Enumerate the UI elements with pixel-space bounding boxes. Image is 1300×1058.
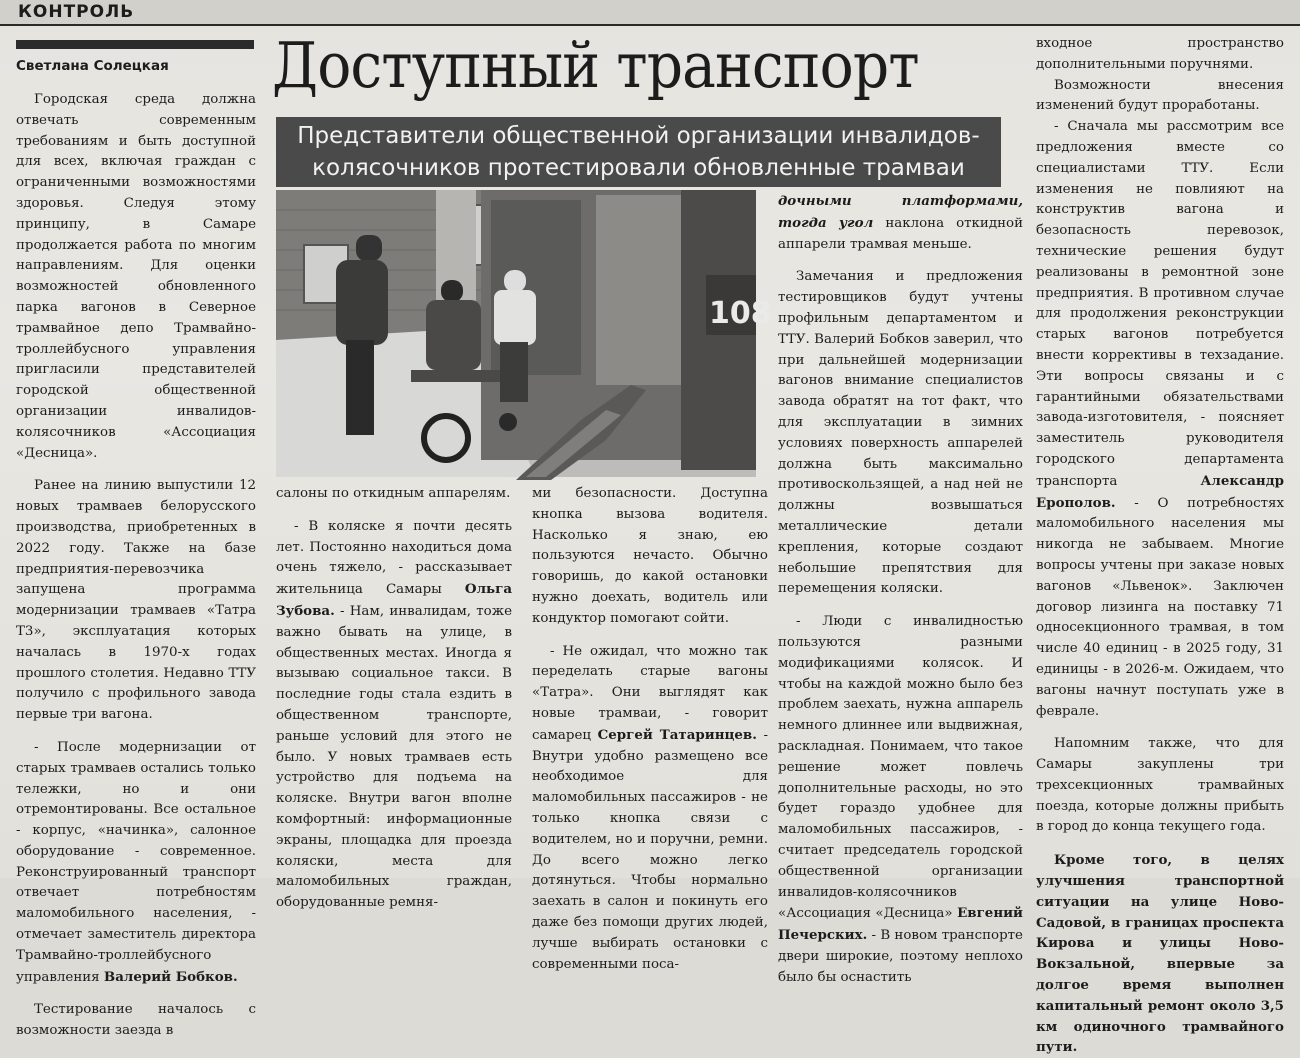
speaker-name: Ольга Зубова. [276, 581, 512, 619]
paragraph [1036, 117, 1284, 722]
paragraph [16, 738, 256, 989]
paragraph: салоны по откидным аппарелям. [276, 486, 511, 501]
text-column-4 [778, 191, 1023, 988]
section-rubric: КОНТРОЛЬ [18, 2, 135, 22]
article-subheadline [276, 117, 1001, 187]
paragraph [778, 612, 1023, 988]
paragraph-text: - В коляске я почти десять лет. Постоянно находиться дома очень тяжело, - рассказывает жительница Самары [276, 518, 512, 598]
paragraph: входное пространство дополнительными поручнями. [1036, 36, 1284, 72]
speaker-name: Сергей Татаринцев. [597, 726, 757, 743]
text-column-2 [276, 484, 512, 914]
paragraph-text: - О потребностях маломобильного населения мы никогда не забываем. Многие вопросы учтены при заказе новых вагонов «Львенок». Заключен договор лизинга на поставку 71 односекционного трамвая, в том числе 40 единиц - в 2025 году, 31 единицы - в 2026-м. Ожидаем, что вагоны начнут поступать уже в феврале. [1036, 495, 1284, 719]
tram-number: 108 [709, 296, 772, 331]
text-column-3 [532, 484, 768, 975]
section-header-bar [0, 0, 1300, 26]
paragraph: Напомним также, что для Самары закуплены три трехсекционных трамвайных поезда, которые должны прибыть в город до конца текущего года. [1036, 736, 1284, 835]
paragraph [532, 642, 768, 976]
paragraph-text: - Не ожидал, что можно так переделать старые вагоны «Татра». Они выглядят как новые трамваи, - говорит самарец [532, 643, 768, 743]
subheadline-line-2: колясочников протестировали обновленные трамваи [312, 155, 965, 181]
article-photo [276, 190, 772, 477]
text-column-5 [1036, 34, 1284, 1058]
paragraph: Ранее на линию выпустили 12 новых трамваев белорусского производства, приобретенных в 2022 году. Также на базе предприятия-перевозчика запущена программа модернизации трамваев «Татра Т3», эксплуатация которых началась в 1970-х годах прошлого столетия. Недавно ТТУ получило с профильного завода первые три вагона. [16, 478, 256, 723]
article-headline: Доступный транспорт [272, 29, 919, 102]
speaker-name: Валерий Бобков. [103, 968, 238, 985]
paragraph [276, 517, 512, 914]
tram-accessibility-photo [276, 190, 772, 477]
text-column-1 [16, 90, 256, 1042]
paragraph-text: - Люди с инвалидностью пользуются разными модификациями колясок. И чтобы на каждой можно было без проблем заехать, нужна аппарель немного длиннее или выдвижная, раскладная. Понимаем, что такое решение может повлечь дополнительные расходы, но это будет гораздо удобнее для маломобильных пассажиров, - считает председатель городской общественной организации инвалидов-колясочников «Ассоциация «Десница» [778, 614, 1023, 922]
article-author: Светлана Солецкая [16, 58, 169, 74]
paragraph: Тестирование началось с возможности заезда в [16, 1002, 256, 1039]
speaker-name: Евгений Печерских. [778, 905, 1023, 944]
paragraph-text: - Нам, инвалидам, тоже важно бывать на улице, в общественных местах. Иногда я вызываю социальное такси. В последние годы стала ездить в общественном транспорте, раньше условий для этого не было. У новых трамваев есть устройство для подъема на коляске. Внутри вагон вполне комфортный: информационные экраны, площадка для проезда коляски, места для маломобильных граждан, оборудованные ремня- [276, 603, 512, 911]
paragraph-text: - После модернизации от старых трамваев остались только тележки, но и они отремонтированы. Все остальное - корпус, «начинка», салонное оборудование - современное. Реконструированный транспорт отвечает потребностям маломобильного населения, - отмечает заместитель директора Трамвайно-троллейбусного управления [16, 739, 256, 985]
paragraph-text: - В новом транспорте двери широкие, поэтому неплохо было бы оснастить [778, 928, 1023, 985]
paragraph-text: наклона откидной аппарели трамвая меньше. [778, 215, 1023, 252]
paragraph: Замечания и предложения тестировщиков будут учтены профильным департаментом и ТТУ. Валерий Бобков заверил, что при дальнейшей модернизации вагонов внимание специалистов завода обратят на тот факт, что для эксплуатации в зимних условиях поверхность аппарелей должна быть максимально противоскользящей, а над ней не должны возвышаться металлические детали крепления, которые создают небольшие препятствия для перемещения коляски. [778, 269, 1023, 597]
paragraph: ми безопасности. Доступна кнопка вызова водителя. Насколько я знаю, ею пользуются нечасто. Обычно говоришь, до какой остановки нужно доехать, водитель или кондуктор помогают сойти. [532, 486, 768, 626]
paragraph: Возможности внесения изменений будут проработаны. [1036, 77, 1284, 114]
author-rule [16, 40, 254, 49]
emphasis-text: дочными платформами, тогда угол [778, 193, 1023, 231]
paragraph-text: - Внутри удобно размещено все необходимое для маломобильных пассажиров - не только кнопка связи с водителем, но и поручни, ремни. До всего можно легко дотянуться. Чтобы нормально заехать в салон и покинуть его даже без помощи других людей, лучше выбирать остановки с современными поса- [532, 727, 769, 972]
paragraph [778, 191, 1023, 255]
paragraph-bold: Кроме того, в целях улучшения транспортной ситуации на улице Ново-Садовой, в границах проспекта Кирова и улицы Ново-Вокзальной, впервые за долгое время выполнен капитальный ремонт около 3,5 км одиночного трамвайного пути. [1036, 852, 1284, 1056]
paragraph: Городская среда должна отвечать современным требованиям и быть доступной для всех, включая граждан с ограниченными возможностями здоровья. Следуя этому принципу, в Самаре продолжается работа по многим направлениям. Для оценки возможностей обновленного парка вагонов в Северное трамвайное депо Трамвайно-троллейбусного управления пригласили представителей городской общественной организации инвалидов-колясочников «Ассоциация «Десница». [16, 92, 256, 461]
subheadline-line-1: Представители общественной организации инвалидов- [297, 123, 980, 149]
speaker-name: Александр Ерополов. [1036, 472, 1284, 511]
paragraph-text: - Сначала мы рассмотрим все предложения вместе со специалистами ТТУ. Если изменения не повлияют на конструктив вагона и безопасность перевозок, технические решения будут реализованы в ремонтной зоне предприятия. В противном случае для продолжения реконструкции старых вагонов потребуется внести коррективы в техзадание. Эти вопросы связаны и с гарантийными обязательствами завода-изготовителя, - поясняет заместитель руководителя городского департамента транспорта [1036, 119, 1284, 489]
